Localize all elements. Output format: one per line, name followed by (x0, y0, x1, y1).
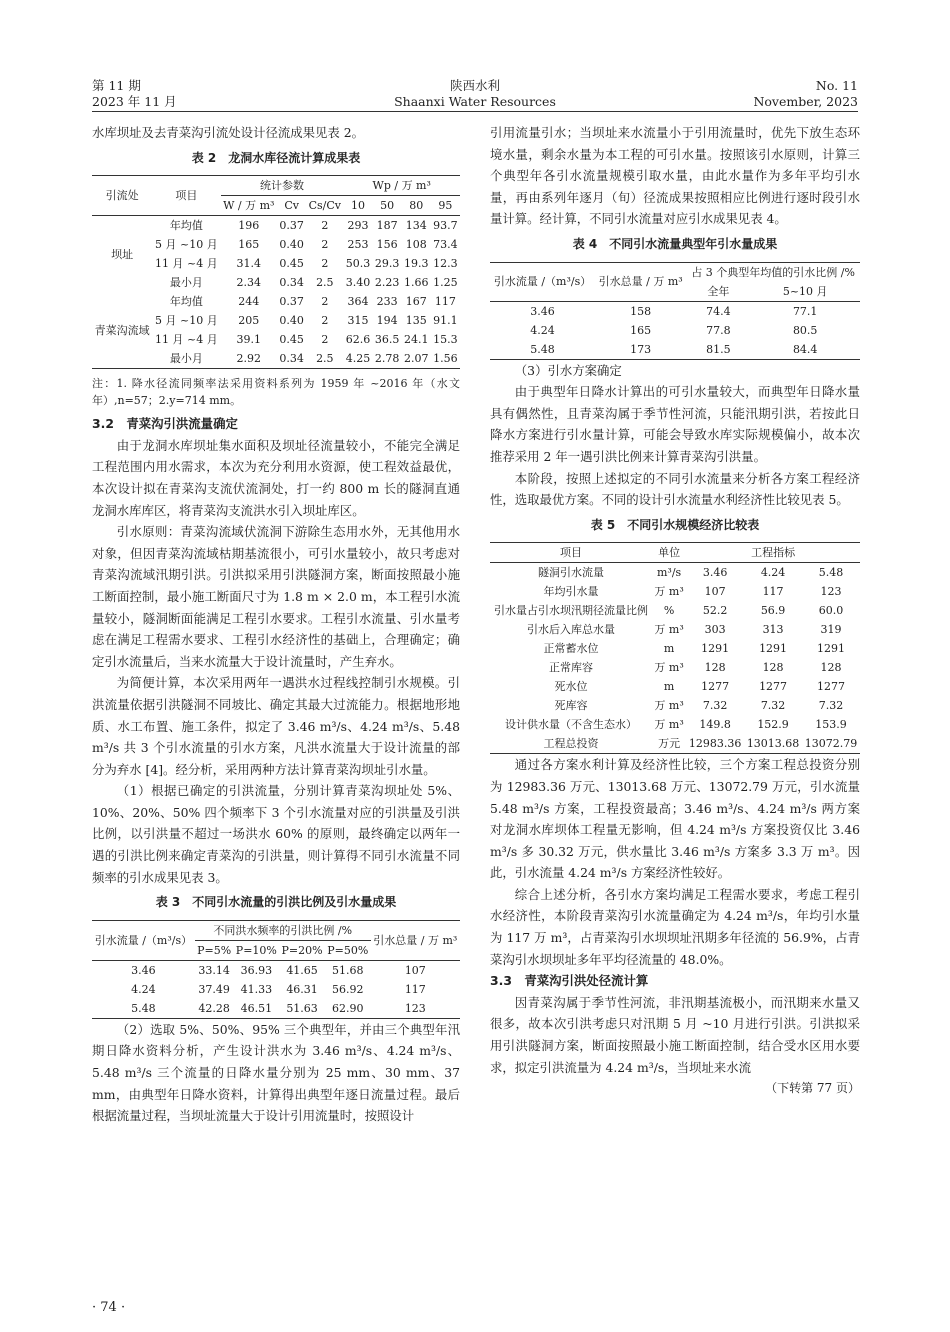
table-row (490, 563, 860, 583)
t4-cell: 173 (630, 342, 652, 356)
t2-cell: 187 (376, 219, 398, 233)
t5-cell: 7.32 (702, 699, 728, 713)
t5-cell: 1277 (701, 680, 730, 694)
t4-sub: 5~10 月 (750, 282, 860, 302)
t2-cell: 11 月 ~4 月 (155, 257, 218, 271)
table3-caption: 表 3 不同引水流量的引洪比例及引水量成果 (155, 895, 397, 910)
t2-sub: Cv (277, 196, 306, 216)
left-column (92, 122, 460, 1127)
t2-cell: 31.4 (236, 257, 262, 271)
t4-sub: 全年 (686, 282, 750, 302)
t2-cell: 5 月 ~10 月 (155, 314, 218, 328)
t3-cell: 46.31 (286, 982, 318, 996)
paragraph: （1）根据已确定的引洪流量，分别计算青菜沟坝址处 5%、10%、20%、50% 四个频率下 3 个引水流量对应的引洪量及引洪比例，以引洪量不超过一场洪水 60% 的原则，最终确定以两年一遇的引洪比例来确定青菜沟的引洪量，则计算得不同引水流量不同频率的引水成果见表 3。 (92, 783, 460, 885)
t5-h-item: 项目 (490, 543, 652, 563)
paragraph: 引用流量引水；当坝址来水流量小于引用流量时，优先下放生态环境水量，剩余水量为本工程的可引水量。按照该引水原则，计算三个典型年各引水流量规模引取水量，由此水量作为多年平均引水量，再由系列年逐月（旬）径流成果按照相应比例进行逐时段引水量计算。经计算，不同引水流量对应引水成果见表 4。 (490, 125, 860, 227)
t4-cell: 81.5 (706, 342, 731, 356)
t4-h-flow: 引水流量 /（m³/s） (490, 262, 595, 301)
table3 (92, 920, 460, 1019)
t5-cell: 313 (762, 623, 784, 637)
paragraph: 因青菜沟属于季节性河流，非汛期基流极小，而汛期来水量又很多，故本次引洪考虑只对汛期 5 月 ~10 月进行引洪。引洪拟采用引洪隧洞方案，断面按照最小施工断面控制，结合受水区用水要求，拟定引洪流量为 4.24 m³/s，当坝址来水流 (490, 994, 860, 1075)
t5-cell: 正常库容 (549, 661, 593, 675)
t5-cell: 1291 (701, 642, 730, 656)
paragraph: （2）选取 5%、50%、95% 三个典型年，并由三个典型年汛期日降水资料分析，产生设计洪水为 3.46 m³/s、4.24 m³/s、5.48 m³/s 三个流量的日降水量分别为 25 mm、30 mm、37 mm，由典型年日降水资料，计算得出典型年逐日流量过程。最后根据流量过程，当坝址流量大于设计引用流量时，按照设计 (92, 1021, 460, 1124)
t2-cell: 0.34 (279, 276, 304, 290)
t5-cell: 7.32 (818, 699, 844, 713)
t2-cell: 315 (347, 314, 369, 328)
right-column (490, 122, 860, 1100)
table-row (490, 620, 860, 639)
t2-cell: 135 (405, 314, 427, 328)
t2-sub: W / 万 m³ (221, 196, 278, 216)
table-row (92, 216, 460, 236)
t2-cell: 2.5 (316, 276, 334, 290)
t5-h-index: 工程指标 (686, 543, 860, 563)
t3-sub: P=50% (325, 940, 371, 960)
t3-sub: P=5% (195, 940, 234, 960)
t3-cell: 36.93 (240, 963, 273, 977)
table-row (490, 734, 860, 754)
table-row (490, 301, 860, 321)
t4-cell: 5.48 (530, 342, 555, 356)
t2-cell: 2.07 (403, 352, 429, 366)
t2-cell: 0.40 (279, 238, 304, 252)
t2-cell: 15.3 (433, 333, 458, 347)
table-row (490, 321, 860, 340)
table4-caption: 表 4 不同引水流量典型年引水量成果 (572, 236, 778, 251)
t2-cell: 2.23 (374, 276, 400, 290)
t5-h-unit: 单位 (652, 543, 686, 563)
t5-cell: 1277 (817, 680, 846, 694)
t2-cell: 2.92 (236, 352, 262, 366)
t5-cell: 152.9 (757, 718, 789, 732)
t2-cell: 1.66 (403, 276, 429, 290)
t5-cell: 引水后入库总水量 (527, 623, 615, 637)
t2-cell: 19.3 (403, 257, 429, 271)
t2-cell: 0.40 (279, 314, 304, 328)
paragraph: 为简便计算，本次采用两年一遇洪水过程线控制引水规模。引洪流量依据引洪隧洞不同坡比、确定其最大过流能力。根据地形地质、水工布置、施工条件，拟定了 3.46 m³/s、4.24 m³/s、5.48 m³/s 共 3 个引水流量的引水方案，凡洪水流量大于设计流量的部分为弃水 [4]。经分析，采用两种方法计算青菜沟坝址引水量。 (92, 675, 460, 777)
t5-cell: 1291 (759, 642, 788, 656)
t2-cell: 1.56 (433, 352, 458, 366)
t3-cell: 41.65 (286, 963, 318, 977)
t2-cell: 0.45 (279, 257, 304, 271)
t2-cell: 39.1 (236, 333, 262, 347)
t2-cell: 93.7 (433, 219, 458, 233)
t2-cell: 117 (434, 295, 456, 309)
t3-cell: 123 (404, 1001, 426, 1015)
t2-h-site: 引流处 (92, 176, 152, 216)
t5-cell: % (663, 604, 675, 618)
t2-cell: 233 (376, 295, 398, 309)
t5-cell: 13072.79 (804, 737, 858, 751)
t2-cell: 1.25 (433, 276, 458, 290)
t3-cell: 42.28 (198, 1001, 230, 1015)
t5-cell: 年均引水量 (543, 585, 599, 599)
table-row (92, 960, 460, 980)
t2-sub: 95 (431, 196, 460, 216)
t3-sub: P=10% (233, 940, 279, 960)
header-right (753, 78, 858, 110)
table5 (490, 542, 860, 754)
t2-cell: 5 月 ~10 月 (155, 238, 218, 252)
t5-cell: 4.24 (760, 566, 786, 580)
t2-cell: 3.40 (345, 276, 371, 290)
t3-cell: 33.14 (198, 963, 230, 977)
t2-h-stats: 统计参数 (221, 176, 344, 196)
t4-cell: 74.4 (706, 304, 731, 318)
t4-cell: 4.24 (530, 323, 555, 337)
paragraph: 由于典型年日降水计算出的可引水量较大，而典型年日降水量具有偶然性，且青菜沟属于季节性河流，只能汛期引洪，若按此日降水方案进行引水量计算，可能会导致水库实际规模偏小，故本次推荐采用 2 年一遇引洪比例来计算青菜沟引洪量。 (490, 384, 860, 464)
t2-cell: 205 (238, 314, 260, 328)
t5-cell: m (663, 642, 675, 656)
table-row (490, 639, 860, 658)
t5-cell: 128 (762, 661, 784, 675)
paragraph: 由于龙洞水库坝址集水面积及坝址径流量较小，不能完全满足工程范围内用水需求，本次为充分利用水资源，使工程效益最优，本次设计拟在青菜沟支流伏流洞处，打一约 800 m 长的隧洞直通龙洞水库库区，将青菜沟支流洪水引入坝址库区。 (92, 437, 460, 518)
t5-cell: 万 m³ (654, 585, 684, 599)
t5-cell: 52.2 (702, 604, 728, 618)
t3-h-ratio: 不同洪水频率的引洪比例 /% (195, 920, 371, 940)
t2-cell: 253 (347, 238, 369, 252)
t3-cell: 62.90 (332, 1001, 364, 1015)
t2-cell: 最小月 (169, 276, 203, 290)
t2-cell: 165 (238, 238, 260, 252)
t5-cell: 5.48 (818, 566, 844, 580)
table4 (490, 262, 860, 360)
t5-cell: 3.46 (702, 566, 728, 580)
t5-cell: 149.8 (699, 718, 731, 732)
t5-cell: 隧洞引水流量 (538, 566, 604, 580)
t2-cell: 244 (238, 295, 260, 309)
journal-en: Shaanxi Water Resources (394, 94, 556, 109)
table2-note: 注：1. 降水径流同频率法采用资料系列为 1959 年 ~2016 年（水文年）,n=57；2.y=714 mm。 (92, 377, 460, 408)
t2-cell: 62.6 (345, 333, 371, 347)
table2 (92, 175, 460, 369)
t2-cell: 36.5 (374, 333, 400, 347)
table-row (490, 715, 860, 734)
t5-cell: 万 m³ (654, 661, 684, 675)
subsection-title: （3）引水方案确定 (514, 362, 622, 378)
paragraph: 综合上述分析，各引水方案均满足工程需水要求，考虑工程引水经济性，本阶段青菜沟引水流量确定为 4.24 m³/s，年均引水量为 117 万 m³，占青菜沟引水坝坝址汛期多年径流的 56.9%，占青菜沟引水坝坝址多年平均径流量的 48.0%。 (490, 886, 860, 967)
header-divider (92, 111, 858, 112)
t2-cell: 年均值 (169, 295, 203, 309)
t2-cell: 0.37 (279, 219, 304, 233)
t2-cell: 11 月 ~4 月 (155, 333, 218, 347)
t3-cell: 4.24 (131, 982, 156, 996)
t2-cell: 0.34 (279, 352, 304, 366)
t4-h-ratio: 占 3 个典型年均值的引水比例 /% (691, 265, 855, 279)
t2-cell: 134 (405, 219, 427, 233)
t2-cell: 196 (238, 219, 260, 233)
t5-cell: 1277 (759, 680, 788, 694)
t3-cell: 56.92 (332, 982, 364, 996)
t2-cell: 最小月 (169, 352, 203, 366)
t4-cell: 165 (630, 323, 652, 337)
t2-group: 青菜沟流域 (94, 323, 150, 337)
t5-cell: 56.9 (760, 604, 786, 618)
t2-cell: 167 (405, 295, 427, 309)
t5-cell: m³/s (656, 566, 682, 580)
t5-cell: 153.9 (815, 718, 847, 732)
t2-cell: 0.37 (279, 295, 304, 309)
section-3-3-title: 3.3 青菜沟引洪处径流计算 (490, 973, 649, 989)
t4-h-total: 引水总量 / 万 m³ (595, 262, 686, 301)
table2-intro: 水库坝址及去青菜沟引流处设计径流成果见表 2。 (92, 125, 365, 140)
t5-cell: m (663, 680, 675, 694)
t2-sub: 50 (373, 196, 402, 216)
t2-cell: 0.45 (279, 333, 304, 347)
t3-cell: 46.51 (240, 1001, 273, 1015)
t2-cell: 2 (321, 314, 329, 328)
t3-cell: 3.46 (131, 963, 156, 977)
t2-cell: 50.3 (345, 257, 371, 271)
section-3-2-title: 3.2 青菜沟引洪流量确定 (92, 416, 238, 432)
t5-cell: 117 (762, 585, 784, 599)
t5-cell: 万 m³ (654, 699, 684, 713)
t5-cell: 引水量占引水坝汛期径流量比例 (494, 604, 648, 618)
t2-sub: Cs/Cv (306, 196, 343, 216)
t4-cell: 3.46 (530, 304, 555, 318)
t2-sub: 10 (343, 196, 372, 216)
t4-cell: 77.1 (792, 304, 818, 318)
t2-cell: 293 (347, 219, 369, 233)
t2-cell: 194 (376, 314, 398, 328)
t2-cell: 2.5 (316, 352, 334, 366)
t3-h-total: 引水总量 / 万 m³ (371, 920, 460, 960)
t5-cell: 万元 (658, 737, 681, 751)
page-number: · 74 · (92, 1300, 126, 1315)
t2-cell: 91.1 (433, 314, 458, 328)
t2-cell: 2 (321, 257, 329, 271)
t4-cell: 77.8 (706, 323, 731, 337)
t2-cell: 364 (347, 295, 369, 309)
paragraph: 通过各方案水利计算及经济性比较，三个方案工程总投资分别为 12983.36 万元、13013.68 万元、13072.79 万元，引水流量 5.48 m³/s 方案，工程投资最高；3.46 m³/s、4.24 m³/s 两方案对龙洞水库坝体工程量无影响，但 4.24 m³/s 方案投资仅比 3.46 m³/s 多 30.32 万元，供水量比 3.46 m³/s 方案多 3.3 万 m³。因此，引水流量 4.24 m³/s 方案经济性较好。 (490, 757, 860, 881)
t4-cell: 80.5 (792, 323, 818, 337)
t2-cell: 24.1 (403, 333, 429, 347)
table-row (490, 340, 860, 360)
t3-cell: 117 (404, 982, 426, 996)
t3-cell: 51.63 (286, 1001, 318, 1015)
t5-cell: 13013.68 (746, 737, 800, 751)
table-row (490, 677, 860, 696)
t5-cell: 107 (704, 585, 726, 599)
t2-cell: 108 (405, 238, 427, 252)
journal-cn: 陕西水利 (449, 78, 500, 93)
t2-cell: 29.3 (374, 257, 400, 271)
t2-cell: 156 (376, 238, 398, 252)
t5-cell: 设计供水量（不含生态水） (505, 718, 637, 732)
t2-group: 坝址 (111, 247, 134, 261)
paragraph: 本阶段，按照上述拟定的不同引水流量来分析各方案工程经济性，选取最优方案。不同的设计引水流量水利经济性比较见表 5。 (490, 470, 860, 508)
t2-h-item: 项目 (152, 176, 220, 216)
t4-cell: 84.4 (792, 342, 818, 356)
t2-cell: 73.4 (433, 238, 458, 252)
t3-cell: 5.48 (131, 1001, 156, 1015)
issue-en: No. 11 (815, 78, 858, 93)
table2-caption: 表 2 龙洞水库径流计算成果表 (191, 150, 361, 165)
t5-cell: 死库容 (554, 699, 588, 713)
t5-cell: 123 (820, 585, 842, 599)
table-row (92, 999, 460, 1019)
table-row (490, 696, 860, 715)
t3-cell: 107 (404, 963, 426, 977)
t2-sub: 80 (402, 196, 431, 216)
t5-cell: 万 m³ (654, 718, 684, 732)
page-header (92, 78, 858, 112)
t5-cell: 319 (820, 623, 842, 637)
t5-cell: 死水位 (554, 680, 588, 694)
table5-caption: 表 5 不同引水规模经济比较表 (590, 517, 760, 532)
t5-cell: 60.0 (818, 604, 844, 618)
t2-h-wp: Wp / 万 m³ (343, 176, 460, 196)
table-row (490, 658, 860, 677)
t5-cell: 7.32 (760, 699, 786, 713)
t3-cell: 37.49 (198, 982, 230, 996)
t2-cell: 年均值 (169, 219, 203, 233)
issue-cn: 第 11 期 (92, 78, 141, 93)
t5-cell: 303 (704, 623, 726, 637)
t5-cell: 1291 (817, 642, 846, 656)
t5-cell: 工程总投资 (543, 737, 599, 751)
t2-cell: 2.78 (374, 352, 400, 366)
t3-cell: 41.33 (240, 982, 273, 996)
t5-cell: 12983.36 (688, 737, 742, 751)
t5-cell: 128 (704, 661, 726, 675)
t3-cell: 51.68 (332, 963, 364, 977)
date-cn: 2023 年 11 月 (92, 94, 177, 109)
t2-cell: 2 (321, 295, 329, 309)
table-row (490, 582, 860, 601)
t3-sub: P=20% (279, 940, 325, 960)
table-row (92, 980, 460, 999)
t2-cell: 12.3 (433, 257, 458, 271)
table-row (490, 601, 860, 620)
t2-cell: 2.34 (236, 276, 262, 290)
date-en: November, 2023 (753, 94, 858, 109)
table-row (92, 292, 460, 311)
continued-note: （下转第 77 页） (765, 1081, 860, 1096)
t2-cell: 2 (321, 238, 329, 252)
t2-cell: 2 (321, 333, 329, 347)
t5-cell: 正常蓄水位 (543, 642, 599, 656)
t3-h-flow: 引水流量 /（m³/s） (92, 920, 195, 960)
paragraph: 引水原则：青菜沟流域伏流洞下游除生态用水外，无其他用水对象，但因青菜沟流域枯期基流很小，可引水量较小，故只考虑对青菜沟流域汛期引洪。引洪拟采用引洪隧洞方案，断面按照最小施工断面控制，最小施工断面尺寸为 1.8 m × 2.0 m，本工程引水流量较小，隧洞断面能满足工程引水要求。工程引水流量、引水量考虑在满足工程需水要求、工程引水经济性的基础上，合理确定；确定引水流量后，当来水流量大于设计流量时，产生弃水。 (92, 524, 460, 669)
t2-cell: 4.25 (345, 352, 371, 366)
t4-cell: 158 (630, 304, 652, 318)
header-center (92, 78, 858, 110)
t5-cell: 万 m³ (654, 623, 684, 637)
t5-cell: 128 (820, 661, 842, 675)
t2-cell: 2 (321, 219, 329, 233)
